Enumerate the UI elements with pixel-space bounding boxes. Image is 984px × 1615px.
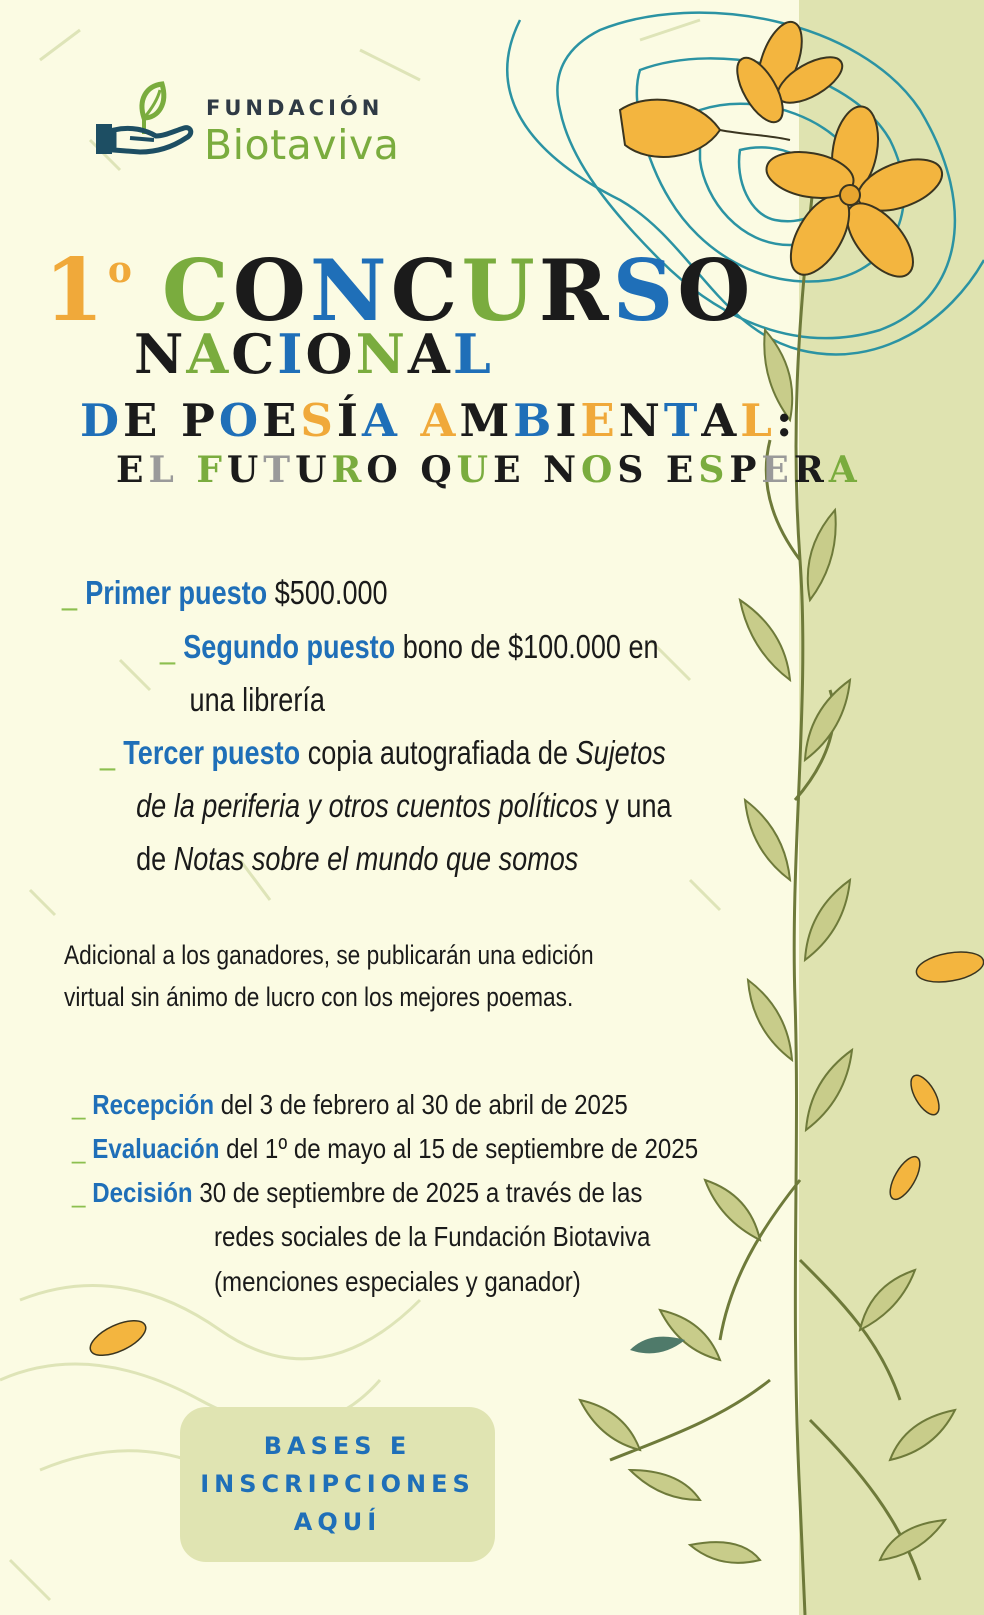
prize-third: [100, 726, 822, 885]
prize-text-cont-2: de: [136, 840, 174, 877]
bullet-dash: _: [160, 628, 176, 665]
prize-text: $500.000: [267, 574, 388, 611]
schedule-text: 30 de septiembre de 2025 a través de las: [192, 1177, 643, 1208]
bullet-dash: _: [72, 1177, 86, 1208]
prize-text-cont: y una: [597, 787, 672, 824]
prize-rank: Tercer puesto: [123, 734, 301, 771]
book-title-1-part-1: Sujetos: [575, 734, 666, 771]
schedule-text: del 1º de mayo al 15 de septiembre de 2025: [219, 1133, 699, 1164]
schedule-label: Recepción: [92, 1089, 215, 1120]
bullet-dash: _: [72, 1133, 86, 1164]
title-ordinal-sup: o: [107, 249, 136, 291]
schedule-text-line-2: redes sociales de la Fundación Biotaviva: [214, 1221, 651, 1252]
schedule-reception: [72, 1082, 628, 1127]
prize-text: bono de $100.000 en: [395, 628, 659, 665]
bullet-dash: _: [100, 734, 116, 771]
foundation-logo: [96, 78, 436, 168]
prize-first: [62, 566, 800, 619]
book-title-1-part-2: de la periferia y otros cuentos políticos: [136, 787, 598, 824]
schedule-text: del 3 de febrero al 30 de abril de 2025: [214, 1089, 628, 1120]
logo-word-fundacion: FUNDACIÓN: [206, 96, 384, 120]
bullet-dash: _: [62, 574, 78, 611]
prize-text-cont: una librería: [189, 681, 325, 718]
title-line-nacional: NACIONAL: [134, 322, 494, 386]
schedule-label: Evaluación: [92, 1133, 220, 1164]
prize-rank: Primer puesto: [85, 574, 268, 611]
publication-note: [64, 934, 702, 1018]
cta-line-3: AQUÍ: [293, 1508, 382, 1536]
prize-second: [160, 620, 718, 726]
title-word-concurso: CONCURSO: [161, 241, 755, 340]
schedule-decision: [72, 1170, 642, 1215]
title-ordinal: 1: [44, 240, 108, 341]
cta-line-2: INSCRIPCIONES: [200, 1470, 475, 1498]
prize-text: copia autografiada de: [300, 734, 576, 771]
cta-line-1: BASES E: [263, 1432, 412, 1460]
prize-rank: Segundo puesto: [183, 628, 396, 665]
title-line-subtitle: EL FUTURO QUE NOS ESPERA: [116, 449, 862, 491]
note-line-1: Adicional a los ganadores, se publicarán una edición: [64, 940, 594, 970]
hand-leaf-icon: [96, 78, 206, 168]
bases-inscripciones-button[interactable]: [180, 1407, 495, 1562]
bullet-dash: _: [72, 1089, 86, 1120]
title-line-poesia-ambiental: DE POESÍA AMBIENTAL:: [80, 394, 797, 447]
schedule-label: Decisión: [92, 1177, 193, 1208]
book-title-2: Notas sobre el mundo que somos: [173, 840, 579, 877]
schedule-evaluation: [72, 1126, 698, 1171]
schedule-text-line-3: (menciones especiales y ganador): [214, 1266, 581, 1297]
logo-word-biotaviva: Biotaviva: [204, 121, 400, 169]
note-line-2: virtual sin ánimo de lucro con los mejores poemas.: [64, 982, 574, 1012]
schedule-decision-cont: [214, 1214, 650, 1304]
